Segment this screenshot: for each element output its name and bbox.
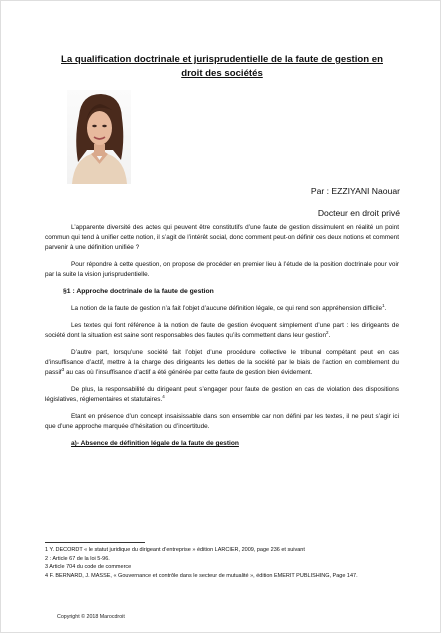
footnote: 1 Y. DECORDT « le statut juridique du dirigeant d’entreprise » édition LARCIER, 2009, page 236 et suivant (45, 547, 305, 553)
author-title: Docteur en droit privé (317, 208, 400, 218)
paragraph: L’apparente diversité des actes qui peuvent être constitutifs d’une faute de gestion dissimulent en réalité un point commun qui tend à unifier cette notion, il s’agit de l’intérêt social, donc comment peut-on définir ces deux notions et comment parvenir à une définition unifiée ? (45, 224, 399, 251)
copyright-notice: Copyright © 2018 Marocdroit (57, 614, 125, 620)
paragraph-text: au cas où l’insuffisance d’actif a été générée par cette faute de gestion bien évidement. (64, 369, 313, 376)
paragraph-text: La notion de la faute de gestion n’a fait l’objet d’aucune définition légale, ce qui rend son appréhension difficile (71, 305, 383, 312)
author-block (311, 185, 400, 219)
paragraph-text: De plus, la responsabilité du dirigeant peut s’engager pour faute de gestion en cas de violation des dispositions législatives, réglementaires et statutaires. (45, 386, 399, 403)
title-line-1: La qualification doctrinale et jurisprudentielle de la faute de gestion en (61, 54, 383, 65)
footnote-ref[interactable]: 3 (61, 366, 65, 372)
author-portrait-illustration (67, 90, 131, 184)
author-name: Par : EZZIYANI Naouar (310, 186, 400, 196)
paragraph: Pour répondre à cette question, on propose de procéder en premier lieu à l’étude de la position doctrinale pour voir par la suite la vision jurisprudentielle. (45, 261, 399, 278)
paragraph (45, 348, 399, 378)
title-line-2: droit des sociétés (181, 68, 263, 79)
subsection-heading: a)- Absence de définition légale de la faute de gestion (71, 440, 239, 447)
footnote-ref[interactable]: 2 (326, 329, 329, 335)
footnote-ref[interactable]: 4 (162, 393, 165, 399)
footnotes (45, 546, 399, 580)
paragraph (45, 385, 399, 405)
paragraph: Les textes qui font référence à la notion de faute de gestion évoquent simplement d’une part : les dirigeants de société dont la situation est saine sont responsables des fautes qu’ils commettent dans leur gestion$^2$. (45, 322, 399, 339)
footnote-ref[interactable]: 1 (382, 302, 385, 308)
footnote: 2 : Article 67 de la loi 5-96. (45, 555, 110, 562)
footnote-separator (45, 542, 145, 543)
section-heading: §1 : Approche doctrinale de la faute de gestion (63, 288, 214, 295)
footnote: 4 F. BERNARD, J. MASSE, « Gouvernance et contrôle dans le secteur de mutualité », édition EMERIT PUBLISHING, Page 147. (45, 572, 358, 579)
article-title (45, 53, 399, 81)
paragraph: La notion de la faute de gestion n’a fait l’objet d’aucune définition légale, ce qui rend son appréhension difficile$^1$. (71, 302, 387, 312)
author-photo (67, 90, 131, 184)
footnote: 3 Article 704 du code de commerce (45, 564, 132, 571)
paragraph-text: D’autre part, lorsqu’une société fait l’objet d’une procédure collective le tribunal compétant peut en cas d’insuffisance d’actif, mettre à la charge des dirigeants les dettes de la société par le biais de l’action en comblement du passif (45, 349, 399, 376)
paragraph: Etant en présence d’un concept insaisissable dans son ensemble car non défini par les textes, il ne peut s’agir ici que d’une approche marquée d’hésitation ou d’incertitude. (45, 413, 399, 430)
paragraph-text: Les textes qui font référence à la notion de faute de gestion évoquent simplement d’une part : les dirigeants de société dont la situation est saine sont responsables des fautes qu’ils commettent dans leur gestion (45, 322, 399, 339)
article-body (45, 223, 399, 456)
